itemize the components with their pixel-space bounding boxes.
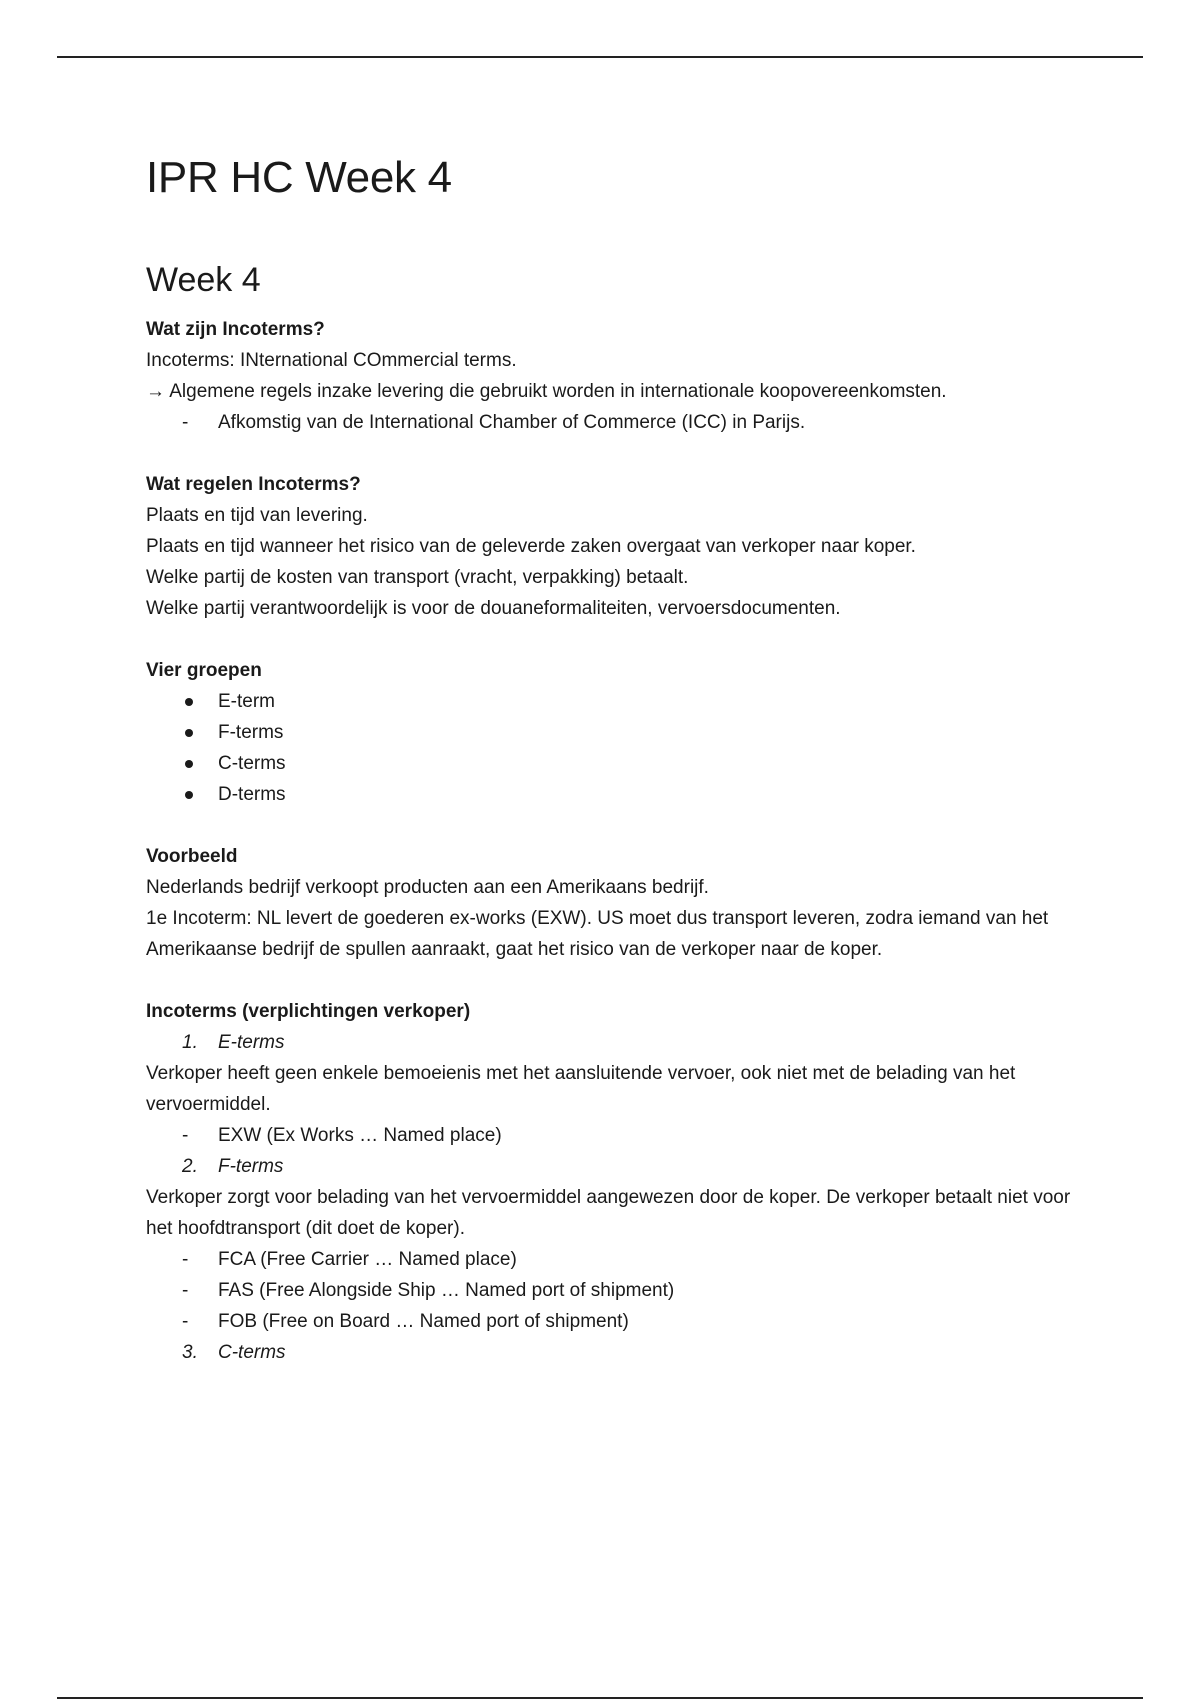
numbered-item-text: F-terms [218, 1156, 284, 1177]
numbered-item [146, 1337, 1096, 1368]
list-number: 1. [182, 1032, 198, 1053]
section-heading: Wat regelen Incoterms? [146, 474, 361, 495]
paragraph: Welke partij verantwoordelijk is voor de douaneformaliteiten, vervoersdocumenten. [146, 598, 841, 619]
document-body [146, 150, 1096, 1368]
numbered-item [146, 1151, 1096, 1182]
dash-item [146, 407, 1096, 438]
section-title: Week 4 [146, 261, 261, 299]
dash-item [146, 1120, 1096, 1151]
bullet-item-text: D-terms [218, 784, 286, 805]
dash-marker: - [182, 1125, 189, 1146]
bullet-item-text: C-terms [218, 753, 286, 774]
section [146, 314, 1096, 438]
bullet-item [146, 748, 1096, 779]
document-title: IPR HC Week 4 [146, 153, 452, 202]
dash-marker: - [182, 1280, 189, 1301]
paragraph: Nederlands bedrijf verkoopt producten aan een Amerikaans bedrijf. [146, 877, 709, 898]
paragraph: Welke partij de kosten van transport (vracht, verpakking) betaalt. [146, 567, 689, 588]
bullet-item [146, 686, 1096, 717]
bullet-item [146, 779, 1096, 810]
dash-item-text: EXW (Ex Works … Named place) [218, 1125, 502, 1146]
dash-item-text: Afkomstig van de International Chamber of Commerce (ICC) in Parijs. [218, 412, 806, 433]
section-heading: Incoterms (verplichtingen verkoper) [146, 1001, 471, 1022]
list-number: 3. [182, 1342, 198, 1363]
section-heading: Vier groepen [146, 660, 262, 681]
bottom-rule [57, 1697, 1143, 1699]
numbered-item-text: C-terms [218, 1342, 286, 1363]
paragraph: Verkoper zorgt voor belading van het vervoermiddel aangewezen door de koper. De verkoper betaalt niet voor het hoofdtransport (dit doet de koper). [146, 1187, 1071, 1239]
section-heading: Voorbeeld [146, 846, 238, 867]
paragraph: Plaats en tijd wanneer het risico van de geleverde zaken overgaat van verkoper naar koper. [146, 536, 916, 557]
section [146, 469, 1096, 624]
paragraph: Verkoper heeft geen enkele bemoeienis met het aansluitende vervoer, ook niet met de belading van het vervoermiddel. [146, 1063, 1016, 1115]
dash-item [146, 1275, 1096, 1306]
dash-item-text: FCA (Free Carrier … Named place) [218, 1249, 517, 1270]
list-number: 2. [182, 1156, 198, 1177]
paragraph: Incoterms: INternational COmmercial terms. [146, 350, 517, 371]
section-heading: Wat zijn Incoterms? [146, 319, 325, 340]
dash-item [146, 1306, 1096, 1337]
dash-item-text: FAS (Free Alongside Ship … Named port of shipment) [218, 1280, 675, 1301]
dash-item-text: FOB (Free on Board … Named port of shipment) [218, 1311, 629, 1332]
bullet-item [146, 717, 1096, 748]
dash-item [146, 1244, 1096, 1275]
paragraph: Plaats en tijd van levering. [146, 505, 368, 526]
paragraph: 1e Incoterm: NL levert de goederen ex-works (EXW). US moet dus transport leveren, zodra iemand van het Amerikaanse bedrijf de spullen aanraakt, gaat het risico van de verkoper naar de koper. [146, 908, 1049, 960]
dash-marker: - [182, 1311, 189, 1332]
dash-marker: - [182, 1249, 189, 1270]
paragraph: → Algemene regels inzake levering die gebruikt worden in internationale koopovereenkomsten. [146, 381, 947, 402]
top-rule [57, 56, 1143, 58]
section [146, 655, 1096, 810]
dash-marker: - [182, 412, 189, 433]
numbered-item [146, 1027, 1096, 1058]
bullet-item-text: E-term [218, 691, 275, 712]
bullet-item-text: F-terms [218, 722, 284, 743]
numbered-item-text: E-terms [218, 1032, 285, 1053]
section [146, 996, 1096, 1368]
section [146, 841, 1096, 965]
sections [146, 314, 1096, 1368]
